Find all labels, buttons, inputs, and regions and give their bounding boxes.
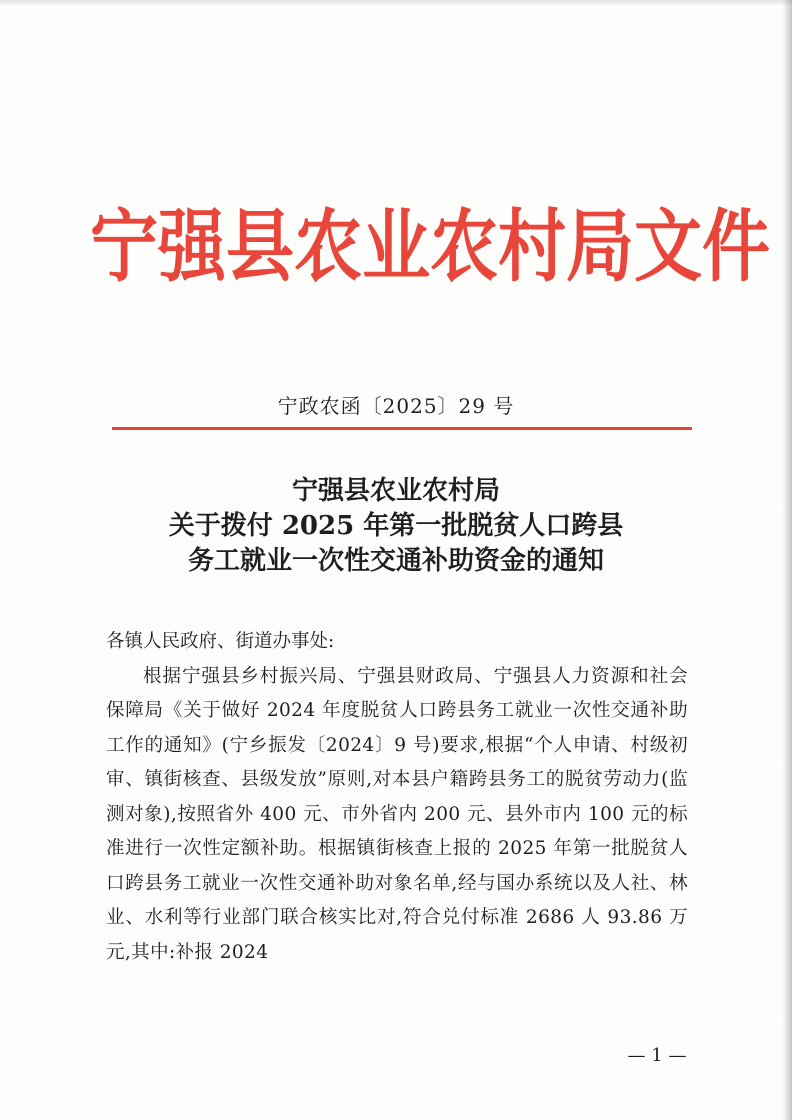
salutation: 各镇人民政府、街道办事处: xyxy=(106,631,335,652)
title-line-2: 关于拨付 2025 年第一批脱贫人口跨县 xyxy=(168,511,624,541)
document-number: 宁政农函〔2025〕29 号 xyxy=(277,394,515,418)
scan-shadow-top xyxy=(0,0,792,6)
title-line-3: 务工就业一次性交通补助资金的通知 xyxy=(187,546,604,576)
page-number: — 1 — xyxy=(627,1045,687,1066)
document-title xyxy=(96,474,696,579)
body-paragraph-1: 根据宁强县乡村振兴局、宁强县财政局、宁强县人力资源和社会保障局《关于做好 2024 年度脱贫人口跨县务工就业一次性交通补助工作的通知》(宁乡振发〔2024〕9 号)要求,根据“个人申请、村级初审、镇街核查、县级发放”原则,对本县户籍跨县务工的脱贫劳动力(监测对象),按照省外 400 元、市外省内 200 元、县外市内 100 元的标准进行一次性定额补助。根据镇街核查上报的 2025 年第一批脱贫人口跨县务工就业一次性交通补助对象名单,经与国办系统以及人社、林业、水利等行业部门联合核实比对,符合兑付标准 2686 人 93.86 万元,其中:补报 2024 xyxy=(106,665,688,963)
scan-shadow-right xyxy=(782,0,792,1120)
red-divider-line xyxy=(112,427,692,430)
title-line-1: 宁强县农业农村局 xyxy=(291,476,500,506)
document-body xyxy=(106,625,688,970)
issuer-masthead: 宁强县农业农村局文件 xyxy=(90,201,771,293)
